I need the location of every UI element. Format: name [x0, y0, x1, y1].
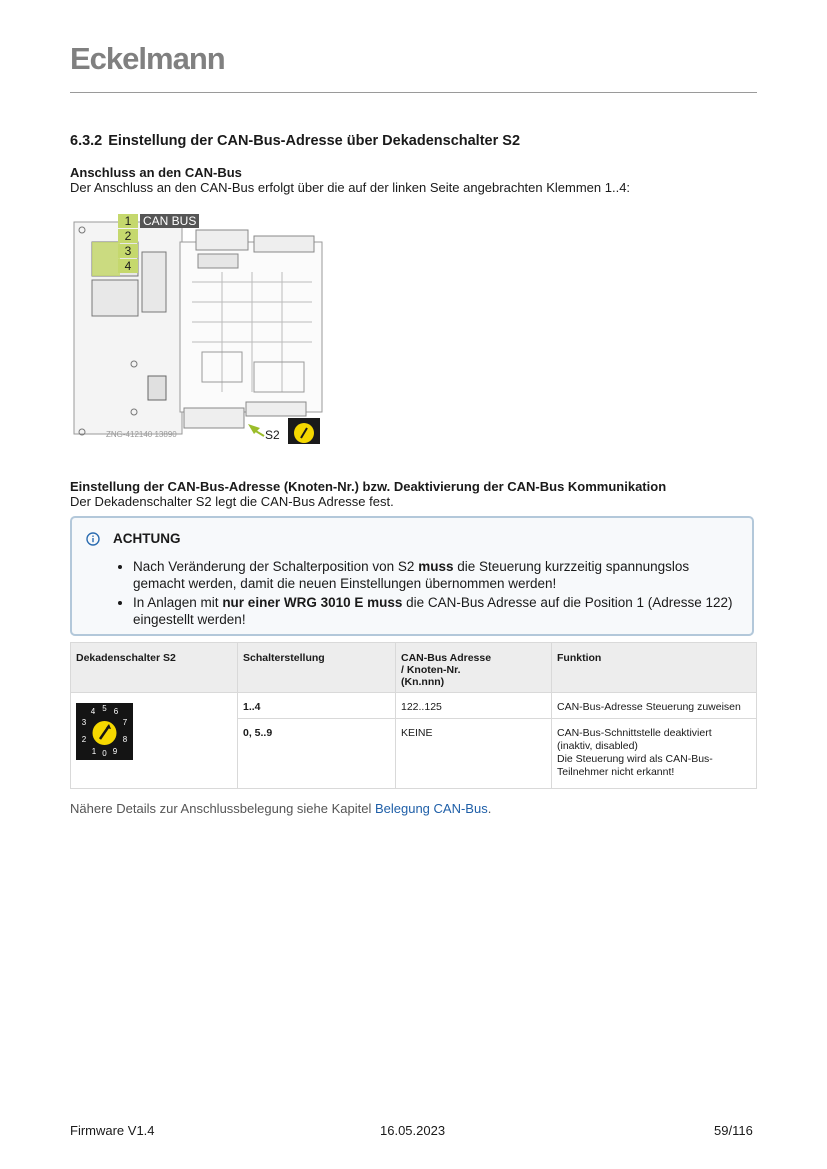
part-label: ZNG-412140 13890 — [106, 430, 177, 439]
company-logo: Eckelmann — [70, 41, 225, 76]
terminal-3: 3 — [118, 244, 138, 258]
dial-digit: 1 — [91, 747, 97, 756]
dial-digit: 8 — [122, 735, 128, 744]
cell-address: KEINE — [396, 719, 552, 789]
details-paragraph: Nähere Details zur Anschlussbelegung siehe Kapitel Belegung CAN-Bus. — [70, 801, 492, 816]
device-figure — [72, 212, 330, 444]
cell-position: 0, 5..9 — [238, 719, 396, 789]
attention-note — [70, 516, 754, 636]
info-icon — [86, 532, 100, 546]
header-divider — [70, 92, 757, 93]
dial-cell — [71, 693, 238, 789]
dial-digit: 3 — [81, 718, 87, 727]
section-title: Einstellung der CAN-Bus-Adresse über Dekadenschalter S2 — [108, 133, 521, 149]
note-title: ACHTUNG — [113, 531, 181, 546]
paragraph-connection: Der Anschluss an den CAN-Bus erfolgt über die auf der linken Seite angebrachten Klemmen 1..4: — [70, 180, 631, 195]
can-bus-label: CAN BUS — [140, 214, 199, 228]
cell-position: 1..4 — [238, 693, 396, 719]
footer-date: 16.05.2023 — [380, 1123, 446, 1138]
section-heading — [70, 133, 520, 149]
dial-digit: 7 — [122, 718, 128, 727]
section-number: 6.3.2 — [70, 133, 103, 149]
header-switch: Dekadenschalter S2 — [71, 643, 238, 693]
note-list — [117, 558, 733, 630]
subheading-connection: Anschluss an den CAN-Bus — [70, 165, 242, 180]
cell-address: 122..125 — [396, 693, 552, 719]
dial-digit: 0 — [102, 749, 107, 758]
cell-function: CAN-Bus-Schnittstelle deaktiviert (inaktiv, disabled) Die Steuerung wird als CAN-Bus- Teilnehmer nicht erkannt! — [552, 719, 757, 789]
table-row — [71, 693, 757, 719]
footer-firmware: Firmware V1.4 — [70, 1123, 155, 1138]
switch-table — [70, 642, 757, 789]
device-drawing — [72, 212, 330, 444]
dial-digit: 2 — [81, 735, 87, 744]
dial-digit: 6 — [113, 707, 119, 716]
rotary-switch-image — [76, 703, 133, 760]
header-function: Funktion — [552, 643, 757, 693]
note-item: • In Anlagen mit nur einer WRG 3010 E muss die CAN-Bus Adresse auf die Position 1 (Adresse 122) eingestellt werden! — [133, 594, 733, 628]
header-address: CAN-Bus Adresse / Knoten-Nr. (Kn.nnn) — [396, 643, 552, 693]
dial-digit: 9 — [112, 747, 118, 756]
footer-page-number: 59/116 — [714, 1123, 753, 1138]
cell-function: CAN-Bus-Adresse Steuerung zuweisen — [552, 693, 757, 719]
dial-digit: 4 — [90, 707, 96, 716]
note-item: • Nach Veränderung der Schalterposition von S2 muss die Steuerung kurzzeitig spannungslos gemacht werden, damit die neuen Einstellungen übernommen werden! — [133, 558, 733, 592]
subheading-address: Einstellung der CAN-Bus-Adresse (Knoten-Nr.) bzw. Deaktivierung der CAN-Bus Kommunikation — [70, 479, 667, 494]
header-position: Schalterstellung — [238, 643, 396, 693]
terminal-4: 4 — [118, 259, 138, 273]
terminal-1: 1 — [118, 214, 138, 228]
dial-digit: 5 — [102, 704, 107, 713]
can-bus-link[interactable]: Belegung CAN-Bus — [374, 801, 488, 816]
table-header-row — [71, 643, 757, 693]
terminal-2: 2 — [118, 229, 138, 243]
paragraph-address: Der Dekadenschalter S2 legt die CAN-Bus Adresse fest. — [70, 494, 394, 509]
switch-label: S2 — [265, 428, 280, 442]
